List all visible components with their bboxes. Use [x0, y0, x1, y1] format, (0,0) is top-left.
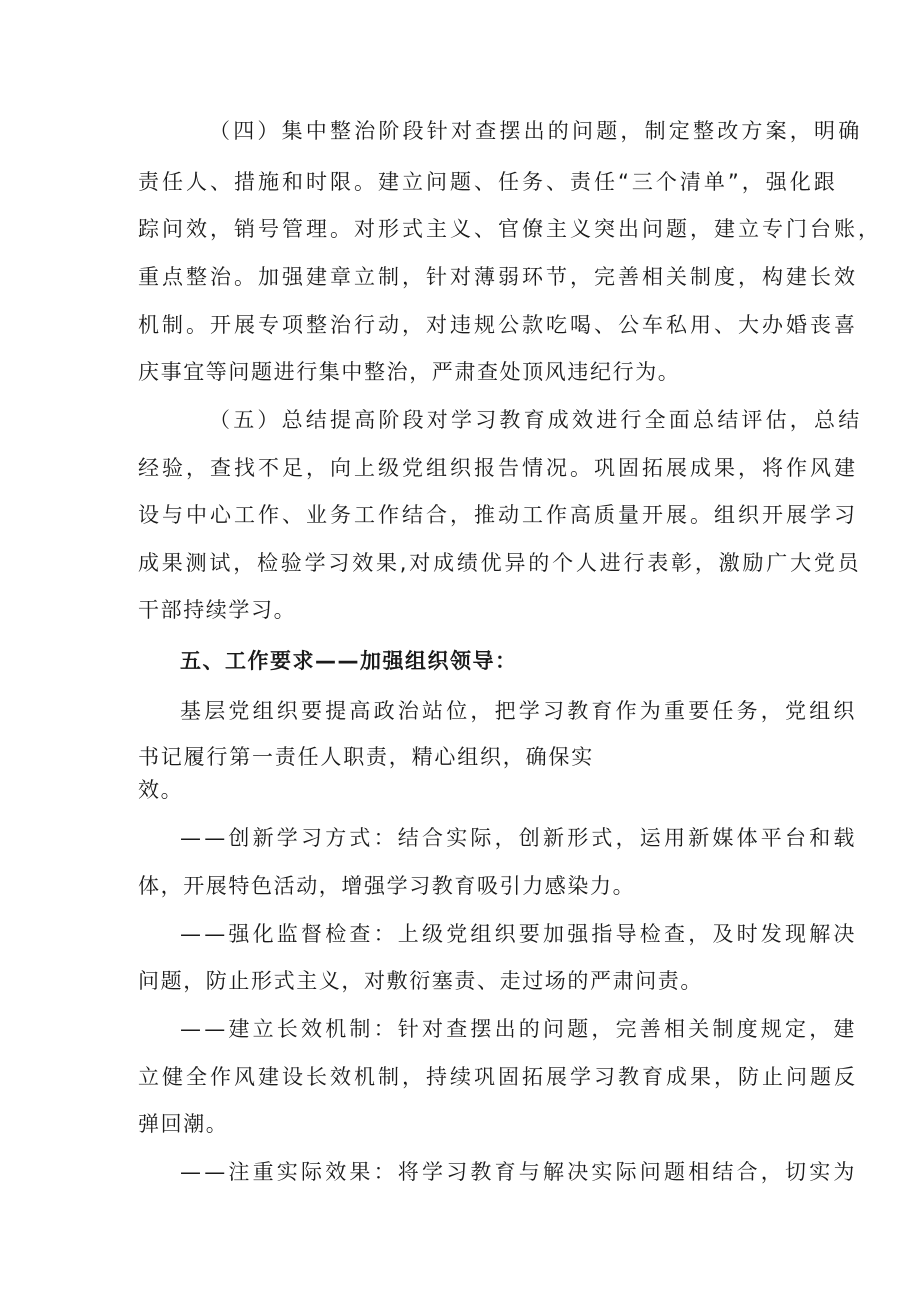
paragraph-4-line-6: 庆事宜等问题进行集中整治，严肃查处顶风违纪行为。: [138, 360, 681, 384]
paragraph-5-line-5: 干部持续学习。: [138, 598, 297, 622]
org-paragraph-line-2: 书记履行第一责任人职责，精心组织，确保实: [138, 745, 594, 769]
mechanism-line-1: ——建立长效机制：针对查摆出的问题，完善相关制度规定，建: [180, 1017, 858, 1041]
mechanism-line-2: 立健全作风建设长效机制，持续巩固拓展学习教育成果，防止问题反: [138, 1065, 858, 1089]
innovation-line-2: 体，开展特色活动，增强学习教育吸引力感染力。: [138, 874, 636, 898]
paragraph-4-line-1: （四）集中整治阶段针对查摆出的问题，制定整改方案，明确: [209, 119, 863, 143]
paragraph-4-line-2: 责任人、措施和时限。建立问题、任务、责任“三个清单”，强化跟: [138, 170, 838, 194]
paragraph-5-line-4: 成果测试，检验学习效果,对成绩优异的个人进行表彰，激励广大党员: [138, 551, 862, 575]
supervision-line-1: ——强化监督检查：上级党组织要加强指导检查，及时发现解决: [180, 922, 858, 946]
paragraph-5-line-2: 经验，查找不足，向上级党组织报告情况。巩固拓展成果，将作风建: [138, 456, 858, 480]
mechanism-line-3: 弹回潮。: [138, 1112, 229, 1136]
paragraph-4-line-3: 踪问效，销号管理。对形式主义、官僚主义突出问题，建立专门台账，: [138, 217, 882, 241]
paragraph-5-line-1: （五）总结提高阶段对学习教育成效进行全面总结评估，总结: [209, 408, 863, 432]
section-heading: 五、工作要求——加强组织领导：: [180, 649, 518, 673]
paragraph-5-line-3: 设与中心工作、业务工作结合，推动工作高质量开展。组织开展学习: [138, 503, 858, 527]
innovation-line-1: ——创新学习方式：结合实际，创新形式，运用新媒体平台和载: [180, 826, 858, 850]
org-paragraph-line-1: 基层党组织要提高政治站位，把学习教育作为重要任务，党组织: [180, 699, 858, 723]
supervision-line-2: 问题，防止形式主义，对敷衍塞责、走过场的严肃问责。: [138, 969, 703, 993]
effect-line-1: ——注重实际效果：将学习教育与解决实际问题相结合，切实为: [180, 1160, 858, 1184]
paragraph-4-line-5: 机制。开展专项整治行动，对违规公款吃喝、公车私用、大办婚丧喜: [138, 313, 858, 337]
paragraph-4-line-4: 重点整治。加强建章立制，针对薄弱环节，完善相关制度，构建长效: [138, 265, 858, 289]
org-paragraph-line-3: 效。: [138, 778, 184, 802]
